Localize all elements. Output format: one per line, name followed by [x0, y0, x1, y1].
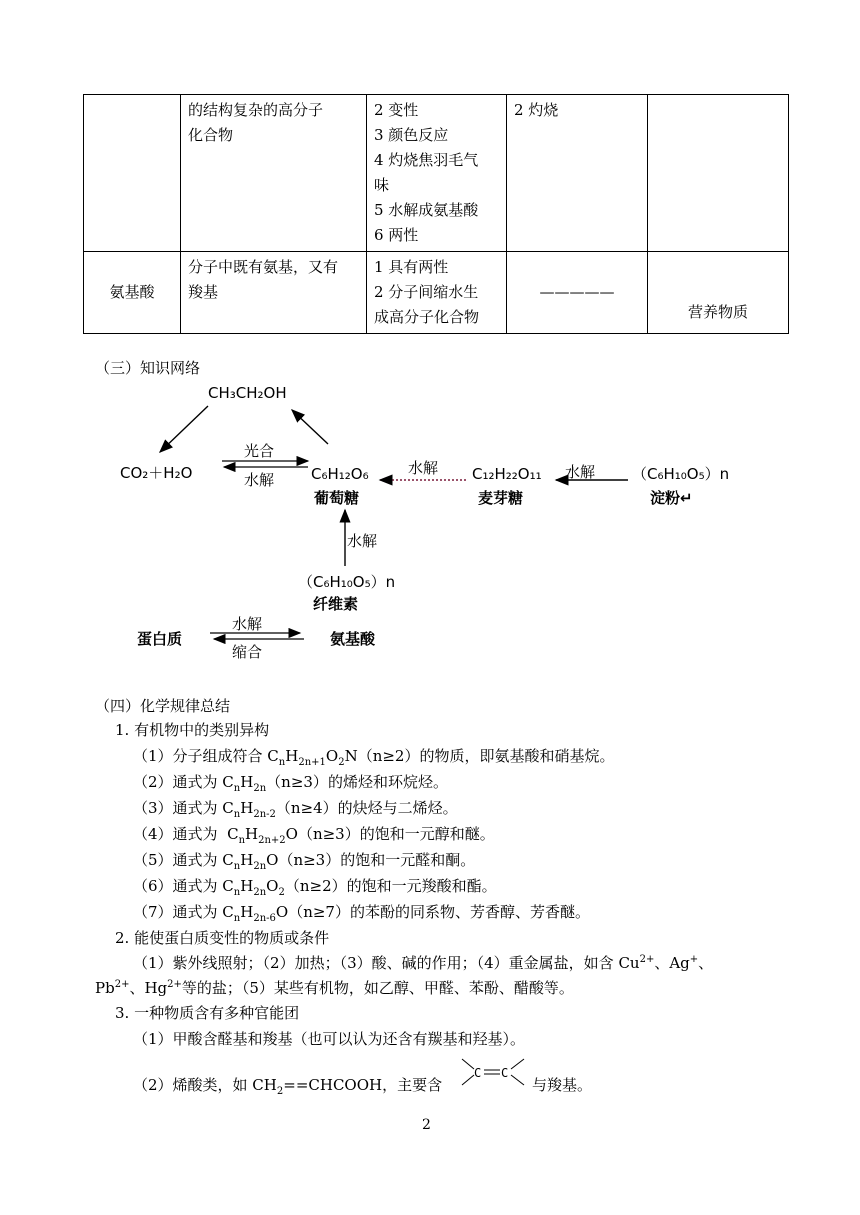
condensation-label: 缩合	[232, 643, 263, 661]
hydrolysis-label: 水解	[565, 463, 596, 481]
property-line: 3 颜色反应	[374, 126, 449, 144]
structure-line: 羧基	[188, 283, 219, 301]
starch-formula: （C₆H₁₀O₅）n	[632, 465, 730, 483]
functional-line-1: （1）甲酸含醛基和羧基（也可以认为还含有羰基和羟基）。	[133, 1030, 526, 1048]
protein-label: 蛋白质	[137, 630, 183, 648]
hydrolysis-label: 水解	[232, 615, 263, 633]
starch-name: 淀粉↵	[650, 489, 693, 507]
hydrolysis-label: 水解	[408, 459, 439, 477]
property-line: 5 水解成氨基酸	[374, 201, 479, 219]
heading-isomers: 1. 有机物中的类别异构	[115, 721, 270, 739]
structure-line: 的结构复杂的高分子	[188, 101, 324, 119]
amino-acid-label: 氨基酸	[330, 630, 376, 648]
arrow-ethanol-to-co2	[160, 406, 208, 452]
cellulose-name: 纤维素	[313, 595, 359, 613]
glucose-formula: C₆H₁₂O₆	[311, 465, 369, 483]
svg-text:C: C	[501, 1066, 509, 1080]
rule-2: （2）通式为 $C_nH_{2n}(n\ge 3)$的烯烃和环烷烃。	[133, 773, 448, 794]
property-line: 2 分子间缩水生	[374, 283, 479, 301]
alkene-double-bond-icon	[458, 1055, 530, 1089]
property-line: 4 灼烧焦羽毛气	[374, 151, 479, 169]
rule-6: （6）通式为 $C_nH_{2n}O_2(n\ge 2)$的饱和一元羧酸和酯。	[133, 877, 497, 898]
rule-3: （3）通式为 $C_nH_{2n-2}(n\ge 4)$的炔烃与二烯烃。	[133, 799, 458, 820]
property-line: 1 具有两性	[374, 258, 449, 276]
cell-use: 营养物质	[648, 252, 789, 334]
rule-1: （1）分子组成符合 $C_nH_{2n+1}O_2N(n\ge 2)$的物质，即氨基酸和硝基烷。	[133, 747, 615, 768]
glucose-name: 葡萄糖	[314, 489, 360, 507]
svg-text:C: C	[474, 1066, 482, 1080]
heading-denaturation: 2. 能使蛋白质变性的物质或条件	[115, 929, 330, 947]
functional-line-2: （2）烯酸类，如 $CH_2==CHCOOH$，主要含	[133, 1076, 443, 1097]
hydrolysis-label: 水解	[244, 471, 275, 489]
functional-line-2-end: 与羧基。	[532, 1076, 593, 1094]
identify-line: 2 灼烧	[514, 101, 559, 119]
maltose-name: 麦芽糖	[478, 489, 524, 507]
photosynthesis-label: 光合	[244, 442, 275, 460]
section4-title: （四）化学规律总结	[95, 697, 231, 715]
structure-line: 化合物	[188, 126, 234, 144]
identify-line: —————	[539, 283, 615, 301]
cell-name: 氨基酸	[84, 252, 181, 334]
rule-7: （7）通式为 $C_nH_{2n-6}O(n\ge 7)$的苯酚的同系物、芳香醇、芳香醚。	[133, 903, 590, 924]
property-line: 6 两性	[374, 226, 419, 244]
co2-h2o-label: CO₂＋H₂O	[120, 464, 193, 482]
cellulose-formula: （C₆H₁₀O₅）n	[298, 573, 396, 591]
structure-line: 分子中既有氨基，又有	[188, 258, 339, 276]
hydrolysis-label: 水解	[347, 532, 378, 550]
arrow-glucose-to-ethanol	[292, 410, 328, 444]
property-line: 2 变性	[374, 101, 419, 119]
property-line: 成高分子化合物	[374, 308, 480, 326]
heading-functional-groups: 3. 一种物质含有多种官能团	[115, 1004, 300, 1022]
page-number: 2	[422, 1117, 431, 1133]
rule-4: （4）通式为 $C_nH_{2n+2}O(n\ge 3)$的饱和一元醇和醚。	[133, 825, 495, 846]
denaturation-line-2: $Pb^{2+}$、$Hg^{2+}$等的盐；（5）某些有机物，如乙醇、甲醛、苯酚、醋酸等。	[95, 979, 574, 997]
rule-5: （5）通式为 $C_nH_{2n}O(n\ge 3)$的饱和一元醛和酮。	[133, 851, 476, 872]
property-line: 味	[374, 176, 390, 194]
ethanol-label: CH₃CH₂OH	[208, 384, 287, 402]
section3-title: （三）知识网络	[95, 359, 201, 377]
maltose-formula: C₁₂H₂₂O₁₁	[472, 465, 542, 483]
denaturation-line-1: （1）紫外线照射；（2）加热；（3）酸、碱的作用；（4）重金属盐，如含 $Cu^{2+}$、Ag+、	[133, 954, 714, 972]
